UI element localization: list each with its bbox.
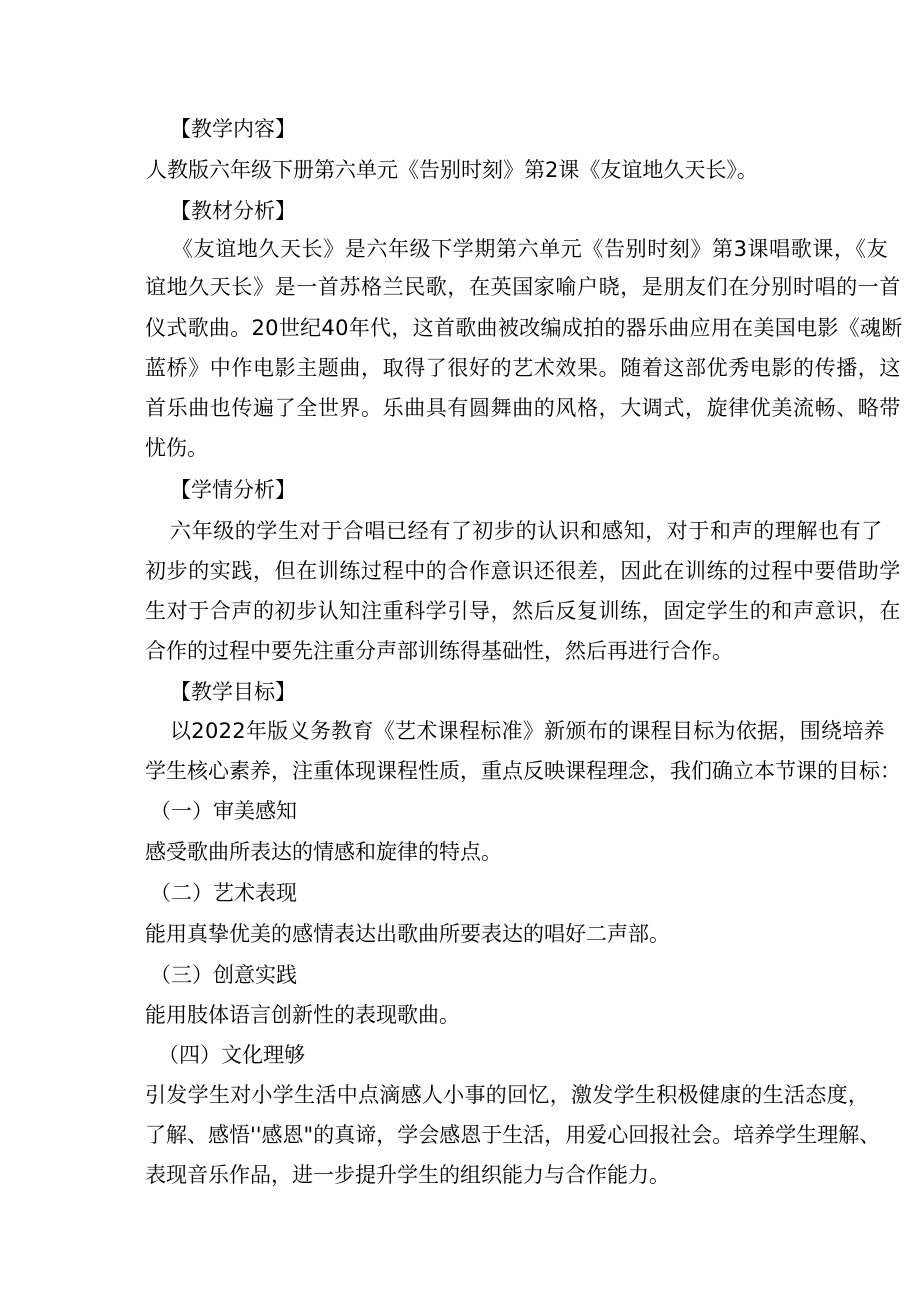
paragraph-line: 合作的过程中要先注重分声部训练得基础性，然后再进行合作。 xyxy=(145,639,733,663)
heading-teaching-goals: 【教学目标】 xyxy=(170,680,296,704)
paragraph-line: 仪式歌曲。20世纪40年代，这首歌曲被改编成拍的器乐曲应用在美国电影《魂断 xyxy=(145,316,903,340)
goal-text: 能用肢体语言创新性的表现歌曲。 xyxy=(145,1003,460,1027)
goal-label-creative-practice: （三）创意实践 xyxy=(150,963,297,987)
paragraph-line: 表现音乐作品，进一步提升学生的组织能力与合作能力。 xyxy=(145,1163,670,1187)
paragraph-line: 谊地久天长》是一首苏格兰民歌，在英国家喻户晓，是朋友们在分别时唱的一首 xyxy=(145,275,901,299)
goal-label-aesthetic: （一）审美感知 xyxy=(150,799,297,823)
heading-student-analysis: 【学情分析】 xyxy=(170,478,296,502)
heading-material-analysis: 【教材分析】 xyxy=(170,199,296,223)
paragraph-line: 了解、感悟''感恩"的真谛，学会感恩于生活，用爱心回报社会。培养学生理解、 xyxy=(145,1123,881,1147)
paragraph-line: 以2022年版义务教育《艺术课程标准》新颁布的课程目标为依据，围绕培养 xyxy=(170,719,885,743)
paragraph-line: 《友谊地久天长》是六年级下学期第六单元《告别时刻》第3课唱歌课，《友 xyxy=(172,237,889,261)
paragraph-line: 学生核心素养，注重体现课程性质，重点反映课程理念，我们确立本节课的目标： xyxy=(145,759,901,783)
goal-text: 能用真挚优美的感情表达出歌曲所要表达的唱好二声部。 xyxy=(145,922,670,946)
paragraph-line: 初步的实践，但在训练过程中的合作意识还很差，因此在训练的过程中要借助学 xyxy=(145,559,901,583)
goal-label-art-expression: （二）艺术表现 xyxy=(150,881,297,905)
paragraph-line: 蓝桥》中作电影主题曲，取得了很好的艺术效果。随着这部优秀电影的传播，这 xyxy=(145,356,901,380)
goal-label-culture: （四）文化理够 xyxy=(158,1043,305,1067)
paragraph-line: 忧伤。 xyxy=(145,436,208,460)
heading-teaching-content: 【教学内容】 xyxy=(170,117,296,141)
paragraph-line: 引发学生对小学生活中点滴感人小事的回忆，激发学生积极健康的生活态度， xyxy=(145,1083,870,1107)
paragraph-line: 首乐曲也传遍了全世界。乐曲具有圆舞曲的风格，大调式，旋律优美流畅、略带 xyxy=(145,396,901,420)
paragraph-line: 六年级的学生对于合唱已经有了初步的认识和感知，对于和声的理解也有了 xyxy=(170,519,883,543)
goal-text: 感受歌曲所表达的情感和旋律的特点。 xyxy=(145,840,502,864)
paragraph-line: 人教版六年级下册第六单元《告别时刻》第2课《友谊地久天长》。 xyxy=(146,158,758,182)
paragraph-line: 生对于合声的初步认知注重科学引导，然后反复训练，固定学生的和声意识，在 xyxy=(145,599,901,623)
